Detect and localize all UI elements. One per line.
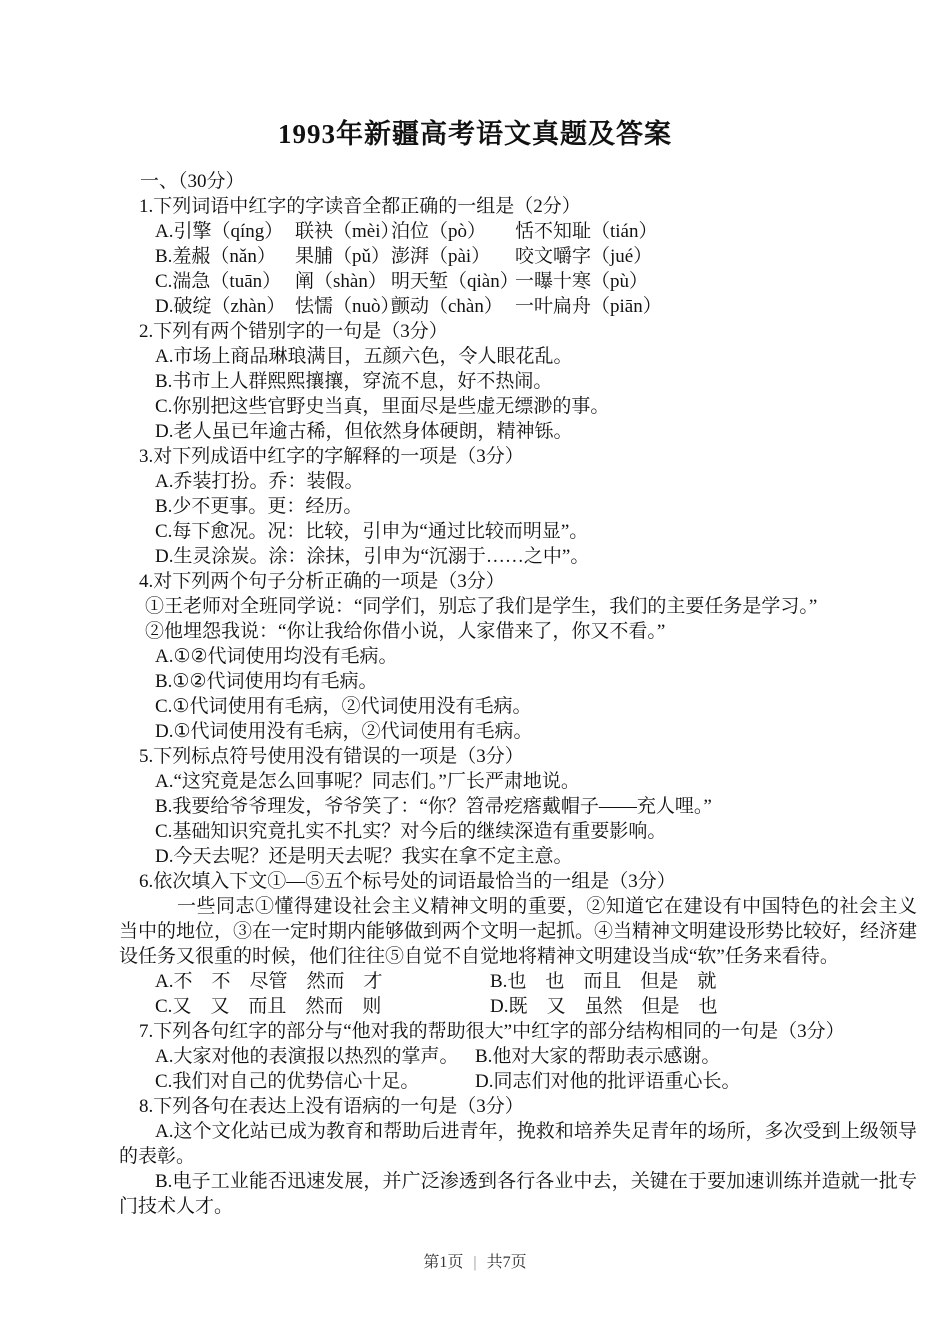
- q3-option-b: B.少不更事。更：经历。: [155, 496, 363, 517]
- q2-option-b: B.书市上人群熙熙攘攘，穿流不息，好不热闹。: [155, 371, 553, 392]
- q6-passage: 一些同志①懂得建设社会主义精神文明的重要，②知道它在建设有中国特色的社会主义当中的地位，③在一定时期内能够做到两个文明一起抓。④当精神文明建设形势比较好，经济建设任务又很重的时候，他们往往⑤自觉不自觉地将精神文明建设当成“软”任务来看待。: [119, 896, 918, 967]
- q1-d-word-1: D.破绽（zhàn）: [155, 296, 286, 317]
- q1-c-word-4: 一曝十寒（pù）: [515, 271, 649, 292]
- q1-option-row-b: [155, 244, 917, 269]
- page-title: 1993年新疆高考语文真题及答案: [278, 119, 672, 149]
- q1-d-word-2: 怯懦（nuò）: [295, 296, 400, 317]
- question-5-stem: 5.下列标点符号使用没有错误的一项是（3分）: [139, 746, 524, 767]
- total-pages-label: 共7页: [486, 1254, 527, 1271]
- q2-option-a: A.市场上商品琳琅满目，五颜六色，令人眼花乱。: [155, 346, 573, 367]
- q7-option-d: D.同志们对他的批评语重心长。: [475, 1071, 741, 1092]
- q5-option-c: C.基础知识究竟扎实不扎实？对今后的继续深造有重要影响。: [155, 821, 667, 842]
- q1-option-row-a: [155, 219, 917, 244]
- question-4-stem: 4.对下列两个句子分析正确的一项是（3分）: [139, 571, 505, 592]
- question-6-stem: 6.依次填入下文①—⑤五个标号处的词语最恰当的一组是（3分）: [139, 871, 676, 892]
- q5-option-a: A.“这究竟是怎么回事呢？同志们。”厂长严肃地说。: [155, 771, 580, 792]
- q7-option-a: A.大家对他的表演报以热烈的掌声。: [155, 1046, 459, 1067]
- q1-b-word-1: B.羞赧（nǎn）: [155, 246, 276, 267]
- question-3-stem: 3.对下列成语中红字的字解释的一项是（3分）: [139, 446, 524, 467]
- q6-option-a: A.不 不 尽管 然而 才: [155, 971, 383, 992]
- question-1-stem: 1.下列词语中红字的字读音全都正确的一组是（2分）: [139, 196, 581, 217]
- q1-a-word-2: 联袂（mèi）: [295, 221, 400, 242]
- q1-c-word-1: C.湍急（tuān）: [155, 271, 282, 292]
- question-2-stem: 2.下列有两个错别字的一句是（3分）: [139, 321, 448, 342]
- section-heading: 一、（30分）: [140, 171, 245, 192]
- q1-a-word-4: 恬不知耻（tián）: [515, 221, 658, 242]
- q4-sentence-1: ①王老师对全班同学说：“同学们，别忘了我们是学生，我们的主要任务是学习。”: [145, 596, 818, 617]
- q4-sentence-2: ②他埋怨我说：“你让我给你借小说，人家借来了，你又不看。”: [145, 621, 666, 642]
- q4-option-b: B.①②代词使用均有毛病。: [155, 671, 378, 692]
- q1-a-word-3: 泊位（pò）: [391, 221, 487, 242]
- q7-option-row-1: [155, 1044, 917, 1069]
- q3-option-d: D.生灵涂炭。涂：涂抹，引申为“沉溺于……之中”。: [155, 546, 590, 567]
- q6-option-row-1: [155, 969, 917, 994]
- q7-option-row-2: [155, 1069, 917, 1094]
- page-footer: [0, 1249, 950, 1272]
- q1-d-word-4: 一叶扁舟（piān）: [515, 296, 662, 317]
- current-page-label: 第1页: [423, 1254, 464, 1271]
- q1-c-word-2: 阐（shàn）: [295, 271, 387, 292]
- q1-b-word-4: 咬文嚼字（jué）: [515, 246, 653, 267]
- q3-option-a: A.乔装打扮。乔：装假。: [155, 471, 364, 492]
- document-body: [119, 169, 917, 1219]
- question-8-stem: 8.下列各句在表达上没有语病的一句是（3分）: [139, 1096, 524, 1117]
- q1-c-word-3: 明天堑（qiàn）: [391, 271, 519, 292]
- q2-option-d: D.老人虽已年逾古稀，但依然身体硬朗，精神铄。: [155, 421, 573, 442]
- q1-b-word-2: 果脯（pǔ）: [295, 246, 391, 267]
- q7-option-b: B.他对大家的帮助表示感谢。: [475, 1046, 721, 1067]
- q6-option-b: B.也 也 而且 但是 就: [490, 971, 717, 992]
- q3-option-c: C.每下愈况。况：比较，引申为“通过比较而明显”。: [155, 521, 589, 542]
- q1-d-word-3: 颤动（chàn）: [391, 296, 503, 317]
- q4-option-a: A.①②代词使用均没有毛病。: [155, 646, 398, 667]
- q1-a-word-1: A.引擎（qíng）: [155, 221, 284, 242]
- q4-option-c: C.①代词使用有毛病，②代词使用没有毛病。: [155, 696, 532, 717]
- q4-option-d: D.①代词使用没有毛病，②代词使用有毛病。: [155, 721, 533, 742]
- q7-option-c: C.我们对自己的优势信心十足。: [155, 1071, 420, 1092]
- q6-option-c: C.又 又 而且 然而 则: [155, 996, 382, 1017]
- q6-option-row-2: [155, 994, 917, 1019]
- question-7-stem: 7.下列各句红字的部分与“他对我的帮助很大”中红字的部分结构相同的一句是（3分）: [139, 1021, 845, 1042]
- q2-option-c: C.你别把这些官野史当真，里面尽是些虚无缥渺的事。: [155, 396, 610, 417]
- q1-option-row-c: [155, 269, 917, 294]
- q8-option-b: B.电子工业能否迅速发展，并广泛渗透到各行各业中去，关键在于要加速训练并造就一批专门技术人才。: [119, 1171, 917, 1217]
- q5-option-b: B.我要给爷爷理发，爷爷笑了：“你？笤帚疙瘩戴帽子——充人哩。”: [155, 796, 712, 817]
- q1-b-word-3: 澎湃（pài）: [391, 246, 491, 267]
- q8-option-a: A.这个文化站已成为教育和帮助后进青年，挽救和培养失足青年的场所，多次受到上级领导的表彰。: [119, 1121, 917, 1167]
- q5-option-d: D.今天去呢？还是明天去呢？我实在拿不定主意。: [155, 846, 573, 867]
- page-separator: |: [473, 1254, 477, 1271]
- q6-option-d: D.既 又 虽然 但是 也: [490, 996, 718, 1017]
- q1-option-row-d: [155, 294, 917, 319]
